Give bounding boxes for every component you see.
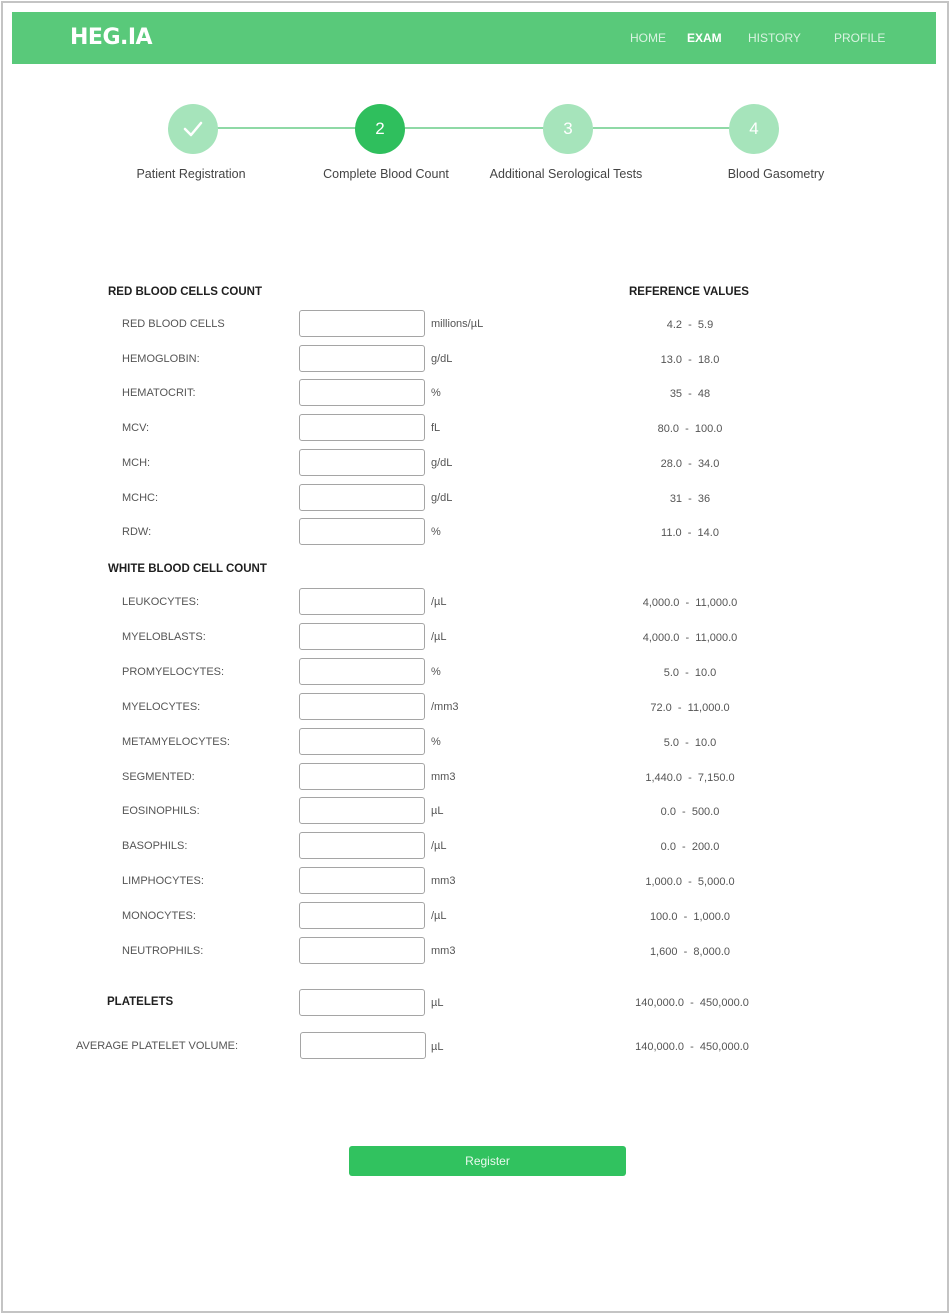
platelets-reference: 140,000.0 - 450,000.0 [635, 997, 749, 1009]
field-unit: /µL [431, 596, 447, 608]
field-input[interactable] [299, 310, 425, 337]
reference-value: 0.0 - 500.0 [660, 806, 720, 819]
field-input[interactable] [299, 937, 425, 964]
field-label: LIMPHOCYTES: [122, 875, 204, 888]
top-navbar [12, 12, 936, 64]
field-unit: fL [431, 422, 441, 435]
reference-value: 35 - 48 [669, 388, 711, 401]
avg-platelet-volume-input[interactable] [300, 1032, 426, 1059]
reference-value: 11.0 - 14.0 [661, 527, 719, 540]
field-unit: mm3 [431, 875, 456, 888]
field-label: RDW: [122, 526, 152, 539]
field-input[interactable] [299, 797, 425, 824]
reference-value: 0.0 - 200.0 [660, 841, 720, 854]
field-input[interactable] [299, 484, 425, 511]
field-unit: % [431, 665, 441, 678]
nav-home[interactable]: HOME [630, 31, 666, 45]
reference-value: 1,000.0 - 5,000.0 [645, 876, 735, 889]
field-unit: /µL [431, 840, 447, 853]
platelets-input[interactable] [299, 989, 425, 1016]
field-input[interactable] [299, 588, 425, 615]
avg-platelet-volume-unit: µL [431, 1041, 444, 1053]
field-label: MCHC: [122, 491, 159, 504]
field-label: HEMOGLOBIN: [122, 352, 200, 365]
nav-history[interactable]: HISTORY [748, 31, 801, 45]
field-label: MCH: [122, 456, 151, 469]
field-label: METAMYELOCYTES: [122, 735, 230, 748]
reference-value: 100.0 - 1,000.0 [649, 911, 731, 924]
step-4-indicator[interactable]: 4 [729, 104, 779, 154]
field-unit: g/dL [431, 352, 453, 365]
reference-value: 28.0 - 34.0 [660, 457, 720, 470]
field-input[interactable] [299, 763, 425, 790]
field-label: BASOPHILS: [122, 840, 188, 853]
reference-value: 1,600 - 8,000.0 [649, 946, 731, 958]
reference-value: 5.0 - 10.0 [663, 736, 717, 749]
field-label: PROMYELOCYTES: [122, 665, 225, 678]
step-1-label: Patient Registration [136, 167, 246, 181]
white-cells-section-title: WHITE BLOOD CELL COUNT [108, 563, 267, 575]
field-input[interactable] [299, 693, 425, 720]
nav-profile[interactable]: PROFILE [834, 31, 886, 45]
step-connector [217, 127, 357, 129]
step-4-label: Blood Gasometry [727, 167, 825, 181]
field-unit: mm3 [431, 945, 456, 957]
field-label: MONOCYTES: [122, 910, 196, 923]
field-input[interactable] [299, 867, 425, 894]
reference-value: 4,000.0 - 11,000.0 [642, 597, 738, 609]
reference-value: 4,000.0 - 11,000.0 [642, 631, 738, 644]
step-3-label: Additional Serological Tests [489, 167, 643, 181]
platelets-label: PLATELETS [107, 996, 174, 1008]
field-input[interactable] [299, 728, 425, 755]
step-connector [593, 127, 731, 129]
step-connector [405, 127, 545, 129]
field-input[interactable] [299, 449, 425, 476]
red-cells-section-title: RED BLOOD CELLS COUNT [108, 286, 262, 298]
reference-value: 31 - 36 [669, 492, 711, 505]
platelets-unit: µL [431, 997, 444, 1009]
register-button[interactable]: Register [349, 1146, 626, 1176]
reference-value: 5.0 - 10.0 [663, 666, 717, 679]
check-icon [182, 119, 204, 139]
field-unit: g/dL [431, 456, 453, 469]
field-label: HEMATOCRIT: [122, 387, 196, 400]
field-unit: % [431, 526, 441, 539]
app-window [1, 1, 949, 1313]
field-label: MYELOBLASTS: [122, 630, 206, 643]
field-input[interactable] [299, 623, 425, 650]
field-unit: /mm3 [431, 700, 459, 713]
field-label: MCV: [122, 422, 150, 435]
reference-values-title: REFERENCE VALUES [629, 286, 749, 298]
reference-value: 13.0 - 18.0 [660, 353, 720, 366]
field-label: NEUTROPHILS: [122, 945, 204, 957]
field-unit: % [431, 387, 441, 400]
field-label: EOSINOPHILS: [122, 805, 200, 818]
field-input[interactable] [299, 345, 425, 372]
field-unit: µL [431, 805, 444, 818]
field-unit: mm3 [431, 770, 456, 783]
field-label: SEGMENTED: [122, 770, 195, 783]
field-input[interactable] [299, 518, 425, 545]
avg-platelet-volume-label: AVERAGE PLATELET VOLUME: [76, 1040, 238, 1052]
reference-value: 72.0 - 11,000.0 [650, 701, 730, 714]
nav-exam[interactable]: EXAM [687, 31, 722, 45]
field-unit: g/dL [431, 491, 453, 504]
app-logo[interactable]: HEG.IA [70, 25, 153, 50]
reference-value: 1,440.0 - 7,150.0 [645, 771, 735, 784]
field-label: LEUKOCYTES: [122, 596, 200, 608]
field-input[interactable] [299, 379, 425, 406]
field-input[interactable] [299, 658, 425, 685]
field-label: MYELOCYTES: [122, 700, 201, 713]
field-label: RED BLOOD CELLS [122, 318, 225, 330]
field-input[interactable] [299, 902, 425, 929]
reference-value: 4.2 - 5.9 [666, 319, 714, 331]
reference-value: 80.0 - 100.0 [657, 423, 723, 436]
field-unit: /µL [431, 630, 447, 643]
field-unit: % [431, 735, 441, 748]
field-input[interactable] [299, 832, 425, 859]
avg-platelet-volume-reference: 140,000.0 - 450,000.0 [635, 1041, 749, 1053]
step-1-indicator[interactable] [168, 104, 218, 154]
field-input[interactable] [299, 414, 425, 441]
step-2-indicator[interactable]: 2 [355, 104, 405, 154]
step-2-label: Complete Blood Count [323, 167, 449, 181]
field-unit: millions/µL [431, 318, 484, 330]
field-unit: /µL [431, 910, 447, 923]
step-3-indicator[interactable]: 3 [543, 104, 593, 154]
